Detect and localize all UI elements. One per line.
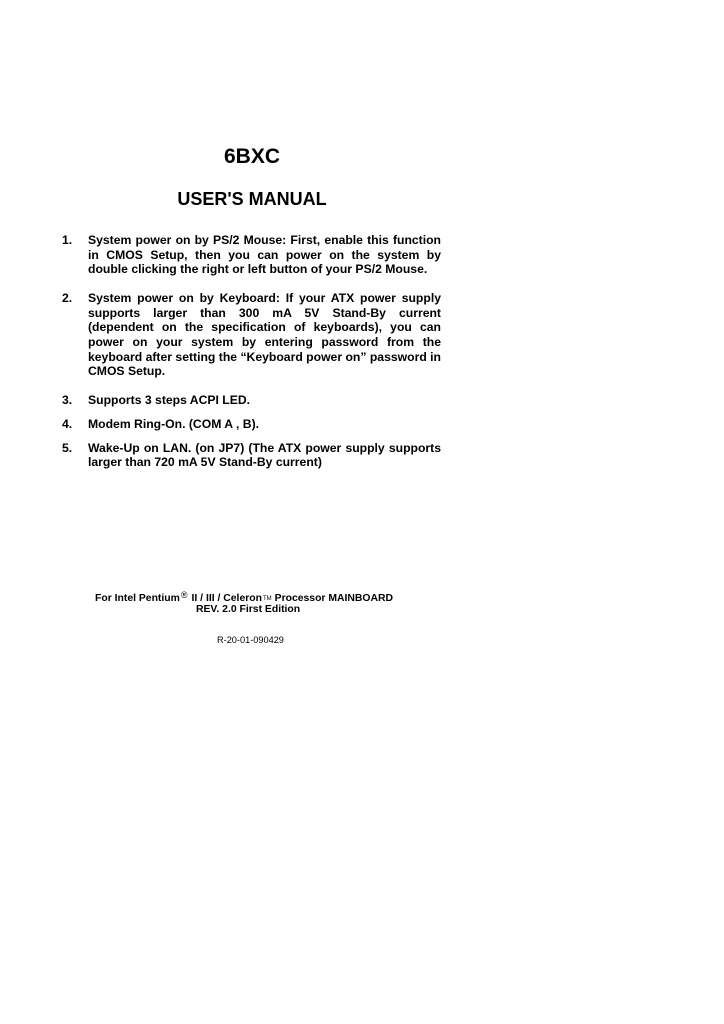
feature-list (62, 233, 441, 484)
document-code: R-20-01-090429 (217, 635, 284, 645)
feature-item-5 (62, 441, 441, 470)
feature-number: 3. (62, 393, 73, 408)
mainboard-text: Processor MAINBOARD (274, 593, 394, 604)
feature-text: Modem Ring-On. (COM A , B). (88, 416, 260, 431)
feature-number: 1. (62, 233, 73, 247)
model-name: 6BXC (223, 145, 281, 168)
feature-number: 2. (62, 291, 73, 306)
feature-text: Supports 3 steps ACPI LED. (88, 393, 251, 408)
manual-title: USER'S MANUAL (177, 189, 327, 209)
feature-item-4 (62, 417, 441, 432)
processor-line (95, 590, 393, 604)
feature-item-3 (62, 393, 441, 408)
processor-text-start: For Intel Pentium (95, 593, 180, 604)
feature-text: System power on by Keyboard: If your ATX power supply supports larger than 300 mA 5V Stand-By current (dependent on the specification of keyboards), you can power on your system by entering password from the keyboard after setting the “Keyboard power on” password in CMOS Setup. (88, 291, 441, 379)
registered-mark: ® (180, 590, 188, 600)
feature-item-1 (62, 233, 441, 277)
processor-names: II / III / Celeron (191, 593, 262, 604)
feature-text: Wake-Up on LAN. (on JP7) (The ATX power supply supports larger than 720 mA 5V Stand-By current) (88, 440, 441, 470)
feature-item-2 (62, 291, 441, 379)
feature-number: 4. (62, 416, 73, 431)
feature-text: System power on by PS/2 Mouse: First, enable this function in CMOS Setup, then you can power on the system by double clicking the right or left button of your PS/2 Mouse. (88, 233, 441, 277)
feature-number: 5. (62, 440, 73, 455)
trademark-mark: TM (262, 596, 272, 602)
revision-edition: REV. 2.0 First Edition (196, 604, 301, 615)
